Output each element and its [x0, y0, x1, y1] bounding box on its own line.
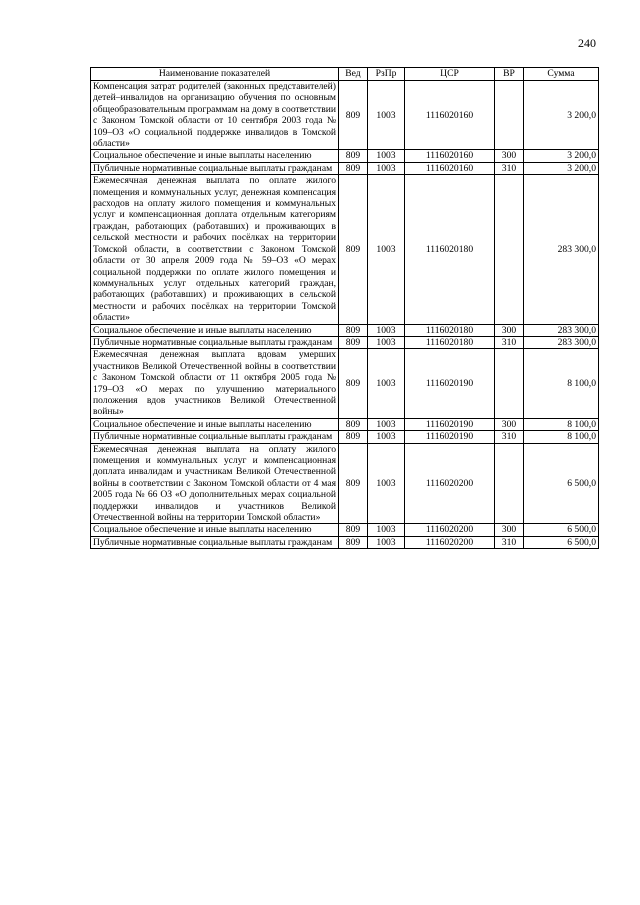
row-name: Публичные нормативные социальные выплаты гражданам: [91, 336, 339, 348]
row-sum: 6 500,0: [524, 536, 599, 548]
table-row: [91, 418, 599, 430]
row-name: Ежемесячная денежная выплата на оплату жилого помещения и коммунальных услуг и компенсационная доплата инвалидам и участникам Великой Отечественной войны в соответствии с Законом Томской области от 4 мая 2005 года № 66 ОЗ «О дополнительных мерах социальной поддержки инвалидов и участников Великой Отечественной войны на территории Томской области»: [91, 443, 339, 524]
row-name: Ежемесячная денежная выплата вдовам умерших участников Великой Отечественной войны в соответствии с Законом Томской области от 11 октября 2005 года № 179–ОЗ «О мерах по улучшению материального положения вдов участников Великой Отечественной войны»: [91, 349, 339, 418]
table-row: [91, 324, 599, 336]
row-sum: 6 500,0: [524, 524, 599, 536]
row-sum: 8 100,0: [524, 349, 599, 418]
row-sum: 3 200,0: [524, 150, 599, 162]
row-vr: 310: [495, 431, 524, 443]
row-rzpr: 1003: [368, 162, 405, 174]
row-csr: 1116020200: [405, 536, 495, 548]
row-rzpr: 1003: [368, 431, 405, 443]
header-sum: Сумма: [524, 68, 599, 81]
row-ved: 809: [339, 175, 368, 324]
row-name: Публичные нормативные социальные выплаты гражданам: [91, 431, 339, 443]
row-vr: 310: [495, 336, 524, 348]
row-vr: 310: [495, 162, 524, 174]
row-ved: 809: [339, 336, 368, 348]
row-rzpr: 1003: [368, 443, 405, 524]
row-csr: 1116020190: [405, 349, 495, 418]
row-name: Социальное обеспечение и иные выплаты населению: [91, 324, 339, 336]
row-sum: 283 300,0: [524, 324, 599, 336]
table-row: [91, 524, 599, 536]
table-row: [91, 431, 599, 443]
row-csr: 1116020160: [405, 162, 495, 174]
row-csr: 1116020160: [405, 81, 495, 150]
row-sum: 6 500,0: [524, 443, 599, 524]
row-ved: 809: [339, 536, 368, 548]
page-number: 240: [578, 36, 596, 50]
row-name: Социальное обеспечение и иные выплаты населению: [91, 418, 339, 430]
row-rzpr: 1003: [368, 81, 405, 150]
row-csr: 1116020200: [405, 443, 495, 524]
row-rzpr: 1003: [368, 536, 405, 548]
row-vr: 300: [495, 524, 524, 536]
row-sum: 8 100,0: [524, 418, 599, 430]
table-header-row: [91, 68, 599, 81]
row-name: Ежемесячная денежная выплата по оплате жилого помещения и коммунальных услуг, денежная компенсация расходов на оплату жилого помещения и коммунальных услуг и компенсационная доплата отдельным категориям граждан, работающих (работавших) и проживающих в сельской местности и рабочих посёлках на территории Томской области, в соответствии с Законом Томской области от 30 апреля 2009 года № 59–ОЗ «О мерах социальной поддержки по оплате жилого помещения и коммунальных услуг отдельных категорий граждан, работающих (работавших) и проживающих в сельской местности и рабочих посёлках на территории Томской области»: [91, 175, 339, 324]
row-rzpr: 1003: [368, 336, 405, 348]
row-rzpr: 1003: [368, 524, 405, 536]
row-name: Компенсация затрат родителей (законных представителей) детей–инвалидов на организацию обучения по основным общеобразовательным программам на дому в соответствии с Законом Томской области от 10 сентября 2003 года № 109–ОЗ «О социальной поддержке инвалидов в Томской области»: [91, 81, 339, 150]
header-name: Наименование показателей: [91, 68, 339, 81]
row-ved: 809: [339, 443, 368, 524]
row-sum: 283 300,0: [524, 175, 599, 324]
row-ved: 809: [339, 524, 368, 536]
header-ved: Вед: [339, 68, 368, 81]
row-vr: 300: [495, 418, 524, 430]
table-row: [91, 150, 599, 162]
row-vr: 310: [495, 536, 524, 548]
table-row: [91, 536, 599, 548]
table-row: [91, 349, 599, 418]
header-rzpr: РзПр: [368, 68, 405, 81]
header-csr: ЦСР: [405, 68, 495, 81]
budget-table: [90, 67, 599, 549]
row-ved: 809: [339, 81, 368, 150]
row-vr: [495, 175, 524, 324]
row-csr: 1116020160: [405, 150, 495, 162]
row-rzpr: 1003: [368, 418, 405, 430]
row-ved: 809: [339, 431, 368, 443]
row-vr: [495, 443, 524, 524]
header-vr: ВР: [495, 68, 524, 81]
row-rzpr: 1003: [368, 324, 405, 336]
row-csr: 1116020180: [405, 324, 495, 336]
row-name: Публичные нормативные социальные выплаты гражданам: [91, 536, 339, 548]
row-sum: 3 200,0: [524, 81, 599, 150]
table-row: [91, 81, 599, 150]
row-csr: 1116020180: [405, 175, 495, 324]
table-row: [91, 336, 599, 348]
row-csr: 1116020200: [405, 524, 495, 536]
row-csr: 1116020190: [405, 431, 495, 443]
row-vr: 300: [495, 150, 524, 162]
row-name: Социальное обеспечение и иные выплаты населению: [91, 150, 339, 162]
row-ved: 809: [339, 349, 368, 418]
row-vr: [495, 349, 524, 418]
row-csr: 1116020190: [405, 418, 495, 430]
row-rzpr: 1003: [368, 349, 405, 418]
table-row: [91, 175, 599, 324]
row-vr: 300: [495, 324, 524, 336]
row-rzpr: 1003: [368, 150, 405, 162]
row-vr: [495, 81, 524, 150]
row-ved: 809: [339, 162, 368, 174]
table-row: [91, 162, 599, 174]
row-ved: 809: [339, 324, 368, 336]
row-name: Публичные нормативные социальные выплаты гражданам: [91, 162, 339, 174]
row-ved: 809: [339, 418, 368, 430]
row-sum: 8 100,0: [524, 431, 599, 443]
table-row: [91, 443, 599, 524]
row-sum: 283 300,0: [524, 336, 599, 348]
row-rzpr: 1003: [368, 175, 405, 324]
row-name: Социальное обеспечение и иные выплаты населению: [91, 524, 339, 536]
row-sum: 3 200,0: [524, 162, 599, 174]
row-csr: 1116020180: [405, 336, 495, 348]
row-ved: 809: [339, 150, 368, 162]
